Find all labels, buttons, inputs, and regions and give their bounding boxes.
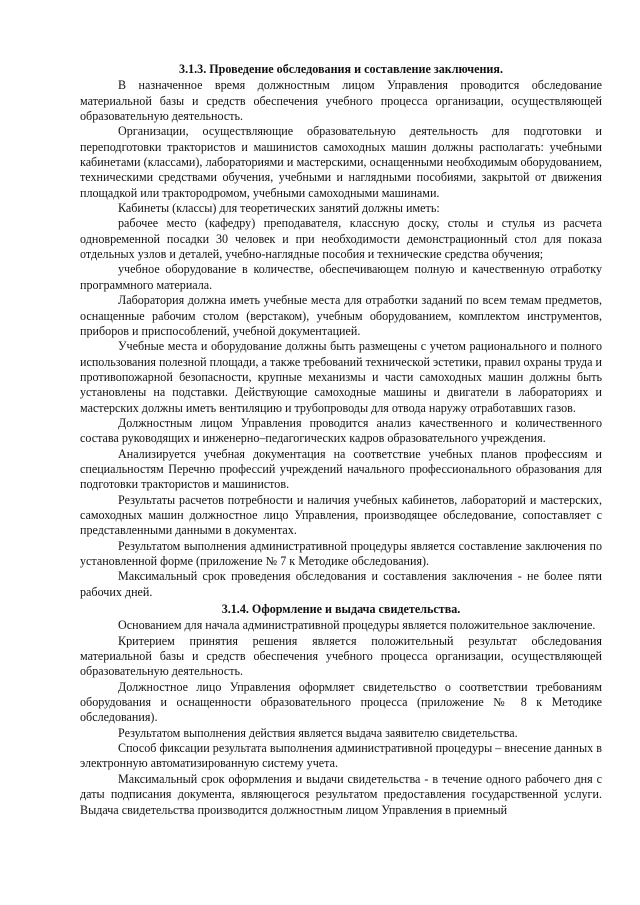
paragraph: Учебные места и оборудование должны быть размещены с учетом рационального и полного использования полезной площади, а также требований технической эстетики, правил охраны труда и противопожарной безопасности, крупные механизмы и части самоходных машин должны быть установлены на подставки. Действующие самоходные машины и двигатели в лабораториях и мастерских должны иметь вентиляцию и трубопроводы для отвода наружу отработавших газов. [80,339,602,415]
paragraph: Должностным лицом Управления проводится анализ качественного и количественного состава руководящих и инженерно–педагогических кадров образовательного учреждения. [80,415,602,446]
paragraph: Результатом выполнения действия является выдача заявителю свидетельства. [118,725,518,740]
paragraph: рабочее место (кафедру) преподавателя, классную доску, столы и стулья из расчета одновременной посадки 30 человек и при необходимости демонстрационный стол для показа отдельных узлов и деталей, учебно-наглядные пособия и технические средства обучения; [80,216,602,262]
paragraph: учебное оборудование в количестве, обеспечивающем полную и качественную отработку программного материала. [80,262,602,292]
paragraph: Максимальный срок оформления и выдачи свидетельства - в течение одного рабочего дня с даты подписания документа, являющегося результатом предоставления государственной услуги. Выдача свидетельства производится должностным лицом Управления в приемный [80,771,602,817]
paragraph: Кабинеты (классы) для теоретических занятий должны иметь: [118,201,440,216]
paragraph: Способ фиксации результата выполнения административной процедуры – внесение данных в электронную автоматизированную систему учета. [80,741,602,771]
paragraph: Максимальный срок проведения обследования и составления заключения - не более пяти рабочих дней. [80,569,602,599]
section-heading-3-1-3: 3.1.3. Проведение обследования и составление заключения. [179,62,503,76]
paragraph: Организации, осуществляющие образовательную деятельность для подготовки и переподготовки трактористов и машинистов самоходных машин должны располагать: учебными кабинетами (классами), лабораториями и мастерскими, оснащенными необходимым оборудованием, техническими средствами обучения, учебными и наглядными пособиями, закрытой от движения площадкой или трактородромом, учебными самоходными машинами. [80,124,602,200]
paragraph: Результаты расчетов потребности и наличия учебных кабинетов, лабораторий и мастерских, самоходных машин должностное лицо Управления, производящее обследование, сопоставляет с представленными данными в документах. [80,492,602,538]
paragraph: Лаборатория должна иметь учебные места для отработки заданий по всем темам предметов, оснащенные рабочим столом (верстаком), учебным оборудованием, комплектом инструментов, приборов и приспособлений, учебной документацией. [80,293,602,338]
paragraph: Результатом выполнения административной процедуры является составление заключения по установленной форме (приложение № 7 к Методике обследования). [80,538,602,568]
paragraph: В назначенное время должностным лицом Управления проводится обследование материальной базы и средств обеспечения учебного процесса организации, осуществляющей образовательную деятельность. [80,78,602,124]
document-page [80,62,602,818]
paragraph: Основанием для начала административной процедуры является положительное заключение. [118,618,596,633]
section-heading-3-1-4: 3.1.4. Оформление и выдача свидетельства. [221,602,461,617]
paragraph: Критерием принятия решения является положительный результат обследования материальной базы и средств обеспечения учебного процесса организации, осуществляющей образовательную деятельность. [80,633,602,679]
paragraph: Анализируется учебная документация на соответствие учебных планов профессиям и специальностям Перечню профессий учреждений начального профессионального образования для подготовки трактористов и машинистов. [80,446,602,492]
paragraph: Должностное лицо Управления оформляет свидетельство о соответствии требованиям оборудования и оснащенности образовательного процесса (приложение № 8 к Методике обследования). [80,679,602,725]
